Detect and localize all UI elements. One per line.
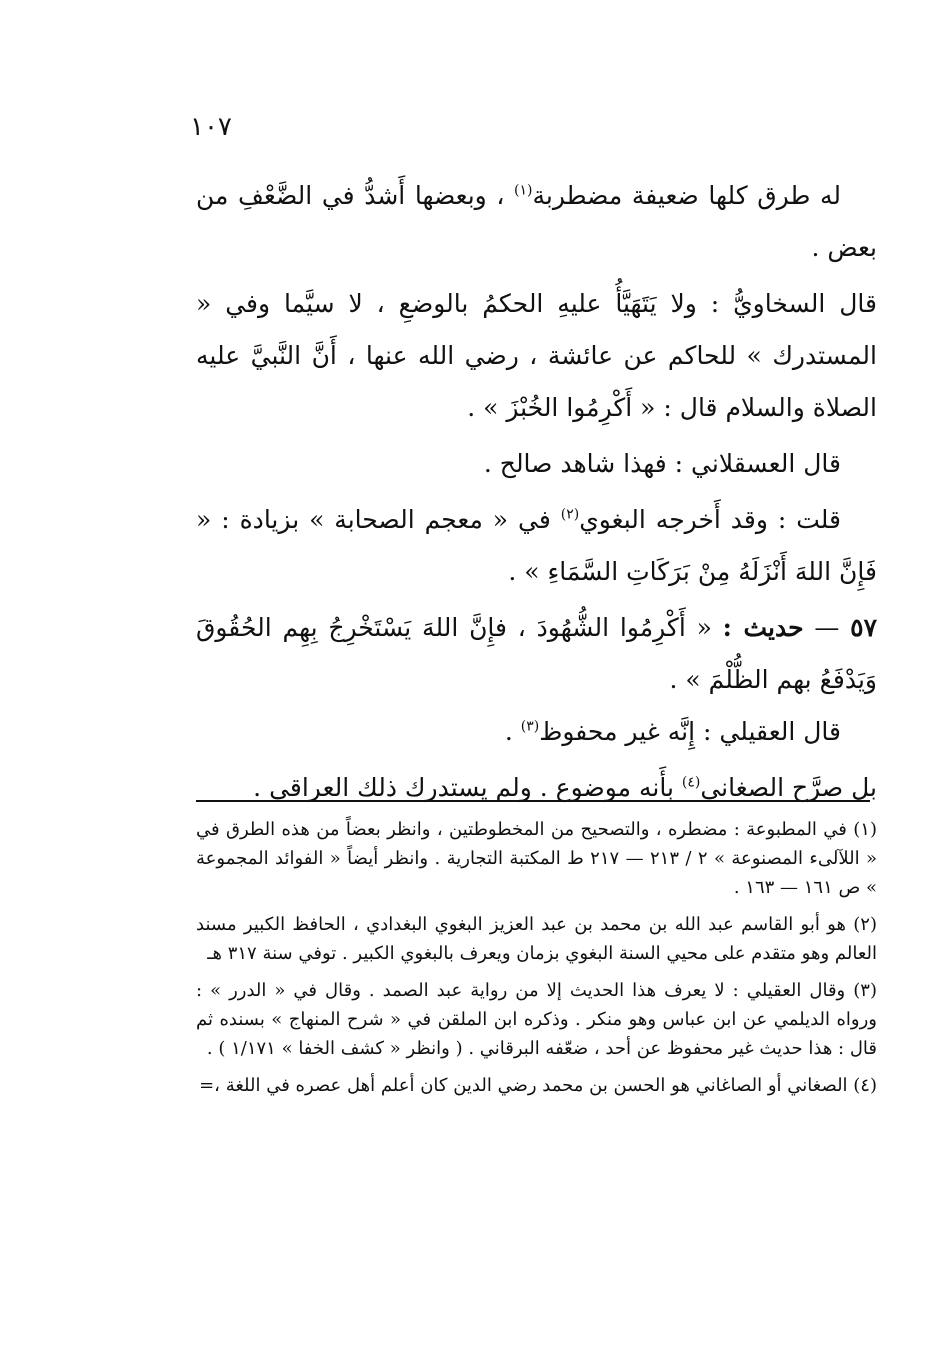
footnote-1: (١) في المطبوعة : مضطره ، والتصحيح من المخطوطتين ، وانظر بعضاً من هذه الطرق في « اللآلىء المصنوعة » ٢ / ٢١٣ — ٢١٧ ط المكتبة التجارية . وانظر أيضاً « الفوائد المجموعة » ص ١٦١ — ١٦٣ . (196, 819, 877, 898)
hadith-label: حديث : (722, 613, 804, 642)
footnote-ref-2: (٢) (560, 506, 580, 523)
footnote-ref-1: (١) (514, 182, 533, 199)
paragraph-3: قال العسقلاني : فهذا شاهد صالح . (483, 449, 841, 478)
paragraph-5-rest: . (504, 717, 513, 746)
paragraph-1 (196, 170, 877, 274)
paragraph-1-text: له طرق كلها ضعيفة مضطربة (532, 181, 841, 210)
paragraph-5 (196, 706, 877, 758)
paragraph-6 (196, 762, 877, 814)
page-number: ١٠٧ (190, 112, 232, 142)
footnote-ref-4: (٤) (681, 774, 701, 791)
paragraph-5-text: قال العقيلي : إِنَّه غير محفوظ (539, 717, 841, 746)
paragraph-6-rest: بأَنه موضوع . ولم يستدرك ذلك العراقي . (253, 773, 674, 802)
paragraph-2: قال السخاويُّ : ولا يَتَهَيَّأُ عليهِ الحكمُ بالوضعِ ، لا سيَّما وفي « المستدرك » للحاكم عن عائشة ، رضي الله عنها ، أَنَّ النَّبيَّ عليه الصلاة والسلام قال : « أَكْرِمُوا الخُبْزَ » . (196, 289, 877, 422)
hadith-dash: — (814, 613, 840, 642)
paragraph-4 (196, 494, 877, 598)
hadith-text: « أَكْرِمُوا الشُّهُودَ ، فإِنَّ اللهَ يَسْتَخْرِجُ بِهِم الحُقُوقَ وَيَدْفَعُ بهم الظُّلْمَ » . (196, 613, 877, 694)
paragraph-4-text: قلت : وقد أَخرجه البغوي (579, 505, 841, 534)
main-text (196, 170, 877, 818)
footnote-3: (٣) وقال العقيلي : لا يعرف هذا الحديث إلا من رواية عبد الصمد . وقال في « الدرر » : ورواه الديلمي عن ابن عباس وهو منكر . وذكره ابن الملقن في « شرح المنهاج » بسنده ثم قال : هذا حديث غير محفوظ عن أحد ، ضعّفه البرقاني . ( وانظر « كشف الخفا » ١/١٧١ ) . (196, 980, 877, 1059)
footnote-divider (196, 800, 870, 802)
paragraph-1-rest: ، وبعضها أَشدُّ في الضَّعْفِ من بعض . (196, 181, 877, 262)
footnote-4: (٤) الصغاني أو الصاغاني هو الحسن بن محمد رضي الدين كان أعلم أهل عصره في اللغة ،= (199, 1075, 877, 1096)
paragraph-6-text: بل صرَّح الصغاني (700, 773, 877, 802)
hadith-number: ٥٧ (850, 613, 877, 642)
footnote-2: (٢) هو أبو القاسم عبد الله بن محمد بن عبد العزيز البغوي البغدادي ، الحافظ الكبير مسند العالم وهو متقدم على محيي السنة البغوي بزمان ويعرف بالبغوي الكبير . توفي سنة ٣١٧ هـ (196, 914, 877, 964)
paragraph-4-rest: في « معجم الصحابة » بزيادة : « فَإِنَّ اللهَ أَنْزَلَهُ مِنْ بَرَكَاتِ السَّمَاءِ » . (196, 505, 877, 586)
footnotes (196, 815, 877, 1108)
hadith-entry (196, 602, 877, 706)
footnote-ref-3: (٣) (520, 718, 540, 735)
